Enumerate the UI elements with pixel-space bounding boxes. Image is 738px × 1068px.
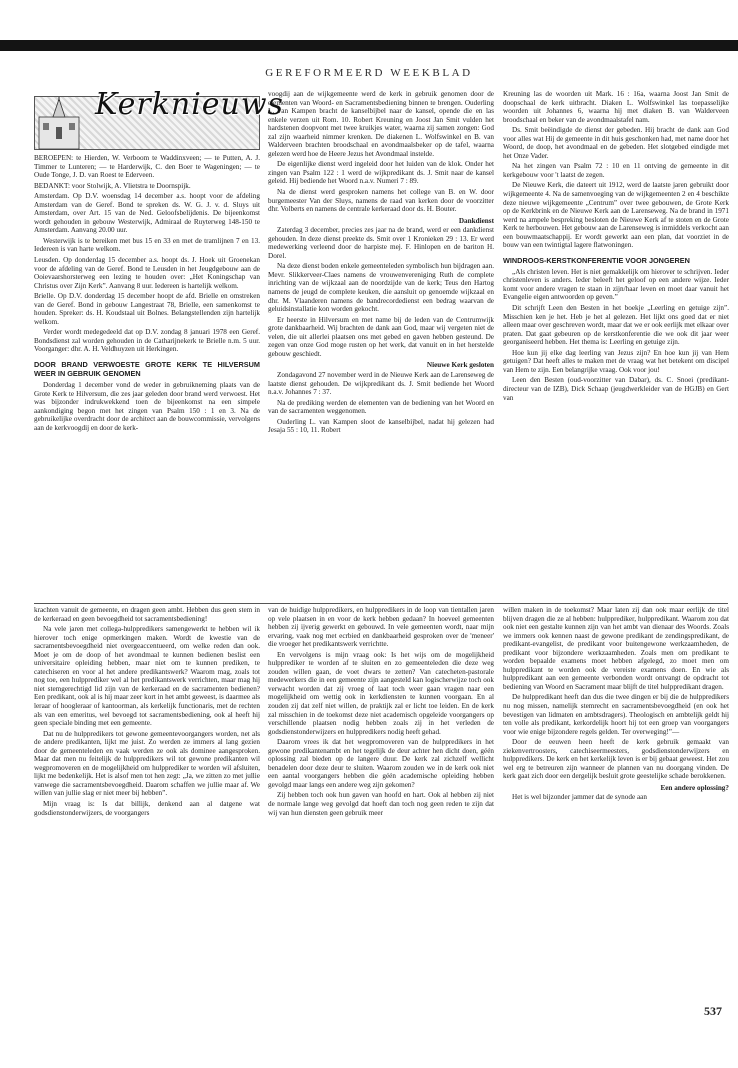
paragraph: willen maken in de toekomst? Maar laten zij dan ook maar eerlijk de titel blijven dragen die ze al hebben: hulpprediker, hulppredikant. Waarom zou dat ook niet een gestalte kunnen zijn van het ambt van dienaar des Woords. Zoals we immers ook kennen naast de gewone predikant de zendingspredikant, de predikant-evangelist, de predikant voor buitengewone werkzaamheden, de predikant voor bijzondere werkzaamheden. Zoals men om predikant te worden bepaalde examens moet hebben afgelegd, zo moet men om hulppredikant te worden ook de vereiste examens doen. En wie als hulppredikant aan een gemeente verbonden wordt ontvangt de opdracht tot bediening van Woord en Sacrament maar blijft de titel hulppredikant dragen.	[503, 606, 729, 691]
paragraph: Na de dienst werd gesproken namens het college van B. en W. door burgemeester Van der Sluys, namens de raad van kerken door de voorzitter dhr. Volberts en namens de centrale kerkeraad door ds. H. Bouter.	[268, 188, 494, 214]
paragraph: Daarom vrees ik dat het wegpromoveren van de hulppredikers in het gewone predikantenambt en het tegelijk de deur achter hen dicht doen, géén oplossing zal bieden op de langere duur. De kerk zal zichzelf wellicht benadelen door deze deur te sluiten. Waarom zouden we in de kerk ook niet een aantal voorgangers hebben die géén academische opleiding hebben gevolgd maar langs een andere weg zijn gekomen?	[268, 738, 494, 789]
paragraph: Het is wel bijzonder jammer dat de synode aan	[512, 793, 647, 802]
paragraph: Er heerste in Hilversum en met name bij de leden van de Centrumwijk grote dankbaarheid. Wij brachten de dank aan God, maar wij vergeten niet de velen, die uit allerlei plaatsen ons met gebed en gaven hebben gesteund. De zegen van onze God moge rusten op het werk, dat vanuit en in het herstelde gebouw geschiedt.	[268, 315, 494, 358]
paragraph: En vervolgens is mijn vraag ook: Is het wijs om de mogelijkheid hulpprediker te worden af te sluiten en zo gemeenteleden die deze weg zouden willen gaan, de voet dwars te zetten? Van catecheten-pastorale medewerkers die in een gemeente zijn aangesteld kan logischerwijze toch ook verwacht worden dat zij vroeg of laat toch weer gaan vragen naar een mogelijkheid om wettig ook in kerkdiensten te kunnen voorgaan. En al zouden zij dat zelf niet willen, de praktijk zal er licht toe leiden. En de kerk zal misschien in de toekomst deze niet academisch opgeleide voorgangers op verschillende plaatsen nodig hebben zoals zij in het verleden de godsdienstonderwijzers en hulppredikers nodig heeft gehad.	[268, 650, 494, 736]
section-divider	[34, 603, 728, 604]
paragraph: Leusden. Op donderdag 15 december a.s. hoopt ds. J. Hoek uit Groenekan voor de afdeling van de Geref. Bond te Leusden in het Jeugdgebouw aan de Ooievaarshorsterweg een lezing te houden over: „Het Koningschap van Christus over Zijn Kerk”. Aanvang 8 uur. Iedereen is hartelijk welkom.	[34, 256, 260, 290]
column-2	[268, 90, 494, 602]
paragraph: Brielle. Op D.V. donderdag 15 december hoopt de afd. Brielle en omstreken van de Geref. Bond in gebouw Langestraat 78, Brielle, een samenkomst te houden. Spreker: ds. H. Koudstaal uit Bolnes. Belangstellenden zijn hartelijk welkom.	[34, 292, 260, 326]
column-1	[34, 87, 284, 602]
lower-column-2	[268, 606, 494, 978]
article-heading: DOOR BRAND VERWOESTE GROTE KERK TE HILVERSUM WEER IN GEBRUIK GENOMEN	[34, 360, 260, 379]
paragraph: Na de prediking werden de elementen van de bediening van het Woord en van de sacramenten weggenomen.	[268, 398, 494, 416]
kerknieuws-banner	[34, 87, 284, 150]
paragraph: Hoe kun jij elke dag leerling van Jezus zijn? En hoe kun jij van Hem getuigen? Dat heeft alles te maken met de vraag wat het betekent om discipel van Hem te zijn. Een belangrijke vraag. Ook voor jou!	[503, 348, 729, 374]
paragraph: De eigenlijke dienst werd ingeleid door het luiden van de klok. Onder het zingen van Psalm 122 : 1 werd de wijkpredikant ds. J. Smit naar de kansel geleid. Hij bediende het Woord n.a.v. Numeri 7 : 89.	[268, 160, 494, 186]
article-heading: WINDROOS-KERSTKONFERENTIE VOOR JONGEREN	[503, 255, 690, 265]
paragraph: „Als christen leven. Het is niet gemakkelijk om hierover te schrijven. Ieder christenleven is anders. Ieder beleeft het geloof op een andere wijze. Ieder komt voor andere vragen te staan in zijn/haar leven en moet daar vanuit het Evangelie eigen antwoorden op geven.”	[503, 267, 729, 302]
subheading: Een andere oplossing?	[660, 783, 729, 792]
paragraph: De hulppredikant heeft dan dus die twee dingen er bij die de hulppredikers nu nog missen, namelijk stemrecht en sacramentsbevoegdheid (en ook het bevestigen van lidmaten en ambtsdragers). Theologisch en ambtelijk geldt hij ten volle als predikant, kerkordelijk hoort hij tot een groep van voorgangers voor wie enige bijzondere regels gelden. Ter overweging!”—	[503, 693, 729, 736]
paragraph: krachten vanuit de gemeente, en dragen geen ambt. Hebben dus geen stem in de kerkeraad en geen bevoegdheid tot sacramentsbediening!	[34, 606, 260, 623]
paragraph: Dit schrijft Leen den Besten in het boekje „Leerling en getuige zijn”. Misschien ken je het. Heb je het al gelezen. Het lijkt ons goed dat er niet alleen maar over geschreven wordt, maar dat we er ook eerlijk met elkaar over praten. Dat gaat gebeuren op de kerstkonferentie die we ook dit jaar weer georganiseerd hebben. Het thema is: Leerling en getuige zijn.	[503, 304, 729, 347]
paragraph: Leen den Besten (oud-voorzitter van Dabar), ds. C. Snoei (predikant-directeur van de IZB), Dick Schaap (jeugdwerkleider van de HGJB) en Gert van	[503, 376, 729, 402]
paragraph: Kreuning las de woorden uit Mark. 16 : 16a, waarna Joost Jan Smit de doopschaal de kerk uitbracht. Diaken L. Wolfswinkel las toepasselijke woorden uit Johannes 6, waarna hij met diaken B. van Walderveen broodschaal en beker van de avondmaalstafel nam.	[503, 90, 729, 124]
lower-column-1	[34, 606, 260, 978]
paragraph: Zij hebben toch ook hun gaven van hoofd en hart. Ook al hebben zij niet de normale lange weg gevolgd dat hoeft dan toch nog geen reden te zijn dat wij van hun diensten geen gebruik meer	[268, 791, 494, 817]
paragraph: van de huidige hulppredikers, en hulppredikers in de loop van tientallen jaren op vele plaatsen in en voor de kerk hebben gedaan? In hoeveel gemeenten hebben zij ijverig gewerkt en gebouwd. In vele gemeenten wordt, naar mijn ervaring, vaak nog met ecrbied en dankbaarheid gesproken over de 'meneer' die vroeger het predikantswerk verrichtte.	[268, 606, 494, 649]
paragraph: Dat nu de hulppredikers tot gewone gemeentevoorgangers worden, net als de andere predikanten, lijkt me juist. Zo werden ze immers al lang gezien door de gemeenteleden en vaak werden ze ook als dominee aangesproken. Maar dat men nu feitelijk de hulppredikers wil tot gewone predikanten wil wegpromoveren en de mogelijkheid om hulpprediker te worden wil afsluiten, lijkt me bedenkelijk. Het is alsof men tot hen zegt: „Ja, we zitten zo met jullie vanwege die sacramentsbevoegdheid. Daarom schaffen we jullie maar af. We willen van jullie slag er niet meer bij hebben”.	[34, 729, 260, 798]
paragraph: Na het zingen van Psalm 72 : 10 en 11 ontving de gemeente in dit kerkgebouw voor 't laatst de zegen.	[503, 162, 729, 179]
paragraph: Verder wordt medegedeeld dat op D.V. zondag 8 januari 1978 een Geref. Bondsdienst zal worden gehouden in de Catharijnekerk te Brielle n.m. 5 uur. Voorganger: dhr. A. H. Veldhuyzen uit Herkingen.	[34, 328, 260, 354]
paragraph: Ds. Smit beëindigde de dienst der gebeden. Hij bracht de dank aan God voor alles wat Hij de gemeente in dit huis geschonken had, met name door het Woord, de doop, het avondmaal en de gebeden. Het slotgebed eindigde met het Onze Vader.	[503, 126, 729, 160]
page-top-rule	[0, 40, 738, 51]
scan-edge	[0, 0, 738, 10]
paragraph: Zondagavond 27 november werd in de Nieuwe Kerk aan de Larenseweg de laatste dienst gehouden. De wijkpredikant ds. J. Smit bediende het Woord n.a.v. Johannes 7 : 37.	[268, 370, 494, 397]
running-head: GEREFORMEERD WEEKBLAD	[265, 67, 473, 79]
banner-title: Kerknieuws	[95, 87, 284, 122]
paragraph: BEDANKT: voor Stolwijk, A. Vlietstra te Doornspijk.	[34, 181, 191, 190]
paragraph: Door de eeuwen heen heeft de kerk gebruik gemaakt van ziekenvertroosters, catechiseermeesters, godsdienstonderwijzers en hulppredikers. De kerk en het kerkelijk leven is er bij gebaat geweest. Het zou wel erg te betreuren zijn wanneer de plannen van nu doorgang vinden. De kerk gaat zich door een dergelijk besluit grote geestelijke schade berokkenen.	[503, 738, 729, 781]
paragraph: BEROEPEN: te Hierden, W. Verboom te Waddinxveen; — te Putten, A. J. Timmer te Lunteren; — te Harderwijk, C. den Boer te Wageningen; — te Oude Tonge, J. D. van Roest te Ederveen.	[34, 154, 260, 180]
paragraph: Na deze dienst boden enkele gemeenteleden symbolisch hun bijdragen aan. Mevr. Slikkerveer-Claes namens de vrouwenvereniging Ruth de complete inrichting van de wijkzaal aan de noordzijde van de kerk; Teus den Hartog namens de jeugd de complete keuken, die aansluit op genoemde wijkzaal en dhr. M. Vlaanderen namens de bandrecordedienst een bedrag waarvan de geluidsinstallatie kon worden gekocht.	[268, 262, 494, 314]
paragraph: Mijn vraag is: Is dat billijk, denkend aan al datgene wat godsdienstonderwijzers, de voorgangers	[34, 800, 260, 817]
subheading: Dankdienst	[458, 216, 494, 225]
lower-column-3	[503, 606, 729, 978]
paragraph: Zaterdag 3 december, precies zes jaar na de brand, werd er een dankdienst gehouden. In deze dienst preekte ds. Smit over 1 Kronieken 29 : 13. Er werd medewerking verleend door de harpiste mej. F. Hinlopen en de bariton H. Dorel.	[268, 226, 494, 260]
paragraph: voogdij aan de wijkgemeente werd de kerk in gebruik genomen door de elementen van Woord- en Sacramentsbediening binnen te brengen. Ouderling L. van Kampen bracht de kanselbijbel naar de kansel, opende die en las enkele verzen uit Rom. 10. Robert Kreuning en Joost Jan Smit vulden het hardstenen doopvont met twee kruikjes water, waarna zij samen zongen: God zal zijn waarheid nimmer krenken. De diakenen L. Wolfswinkel en B. van Walderveen brachten broodschaal en avondmaalsbeker op de tafel, waarna gelezen werd hoe de Heere Jezus het Avondmaal instelde.	[268, 90, 494, 158]
paragraph: Amsterdam. Op D.V. woensdag 14 december a.s. hoopt voor de afdeling Amsterdam van de Geref. Bond te spreken ds. W. G. J. v. d. Sluys uit Amsterdam, over Art. 15 van de Ned. Geloofsbelijdenis. De bijeenkomst wordt gehouden in gebouw Westerwijk, Admiraal de Ruyterweg 148-150 te Amsterdam. Aanvang 20.00 uur.	[34, 192, 260, 235]
paragraph: Na vele jaren met collega-hulppredikers samengewerkt te hebben wil ik hierover toch enige opmerkingen maken. Wordt de kwestie van de sacramentsbevoegdheid niet overgeaccentueerd, om welke reden dan ook. Moet je om de doop of het avondmaal te kunnen bedienen beslist een universitaire opleiding hebben, maar niet om te kunnen prediken, te catechiseren en voor al het andere predikantswerk? Waarom mag, zoals tot nog toe, een hulpprediker wel al het predikantswerk verrichten, maar mag hij niet stemgerechtigd lid zijn van de kerkeraad en de sacramenten bedienen? Een predikant, ook al is hij maar zeer kort in het ambt geweest, is daarmee als leraar of hoogleraar of kantoorman, als kerkelijk functionaris, met de rechten als van een emeritus, wel bevoegd tot sacramentsbediening, ook al heeft hij geen speciale binding met een gemeente.	[34, 625, 260, 728]
page-number: 537	[704, 1004, 722, 1018]
paragraph: Ouderling L. van Kampen sloot de kanselbijbel, nadat hij gelezen had Jesaja 55 : 10, 11. Robert	[268, 417, 494, 435]
column-3	[503, 90, 729, 602]
paragraph: Westerwijk is te bereiken met bus 15 en 33 en met de tramlijnen 7 en 13. Iedereen is van harte welkom.	[34, 236, 260, 254]
paragraph: Donderdag 1 december vond de weder in gebruikneming plaats van de Grote Kerk te Hilversum, die zes jaar geleden door brand werd verwoest. Het was bijzonder indrukwekkend toen de bijeenkomst na een simpele aankondiging begon met het zingen van Psalm 150 : 1 en 3. Na de gebruikelijke overdracht door de architect aan de bouwcommissie, vervolgens aan de kerkvoogdij en door de kerk-	[34, 381, 260, 432]
paragraph: De Nieuwe Kerk, die dateert uit 1912, werd de laatste jaren gebruikt door wijkgemeente 4. Na de samenvoeging van de wijkgemeenten 2 en 4 beschikte deze nieuwe wijkgemeente „Centrum” over twee gebouwen, de Grote Kerk op de Kerkbrink en de Nieuwe Kerk aan de Larenseweg. Na de brand in 1971 werd na ampele bespreking besloten de Nieuwe Kerk af te stoten en de Grote Kerk te herbouwen. Het gebouw aan de Larenseweg is inmiddels verkocht aan een bouwmaatschappij. Er wordt gewerkt aan een plan, dat voorziet in de bouw van een twintigtal lagere flatwoningen.	[503, 181, 729, 250]
subheading: Nieuwe Kerk gesloten	[426, 361, 494, 370]
